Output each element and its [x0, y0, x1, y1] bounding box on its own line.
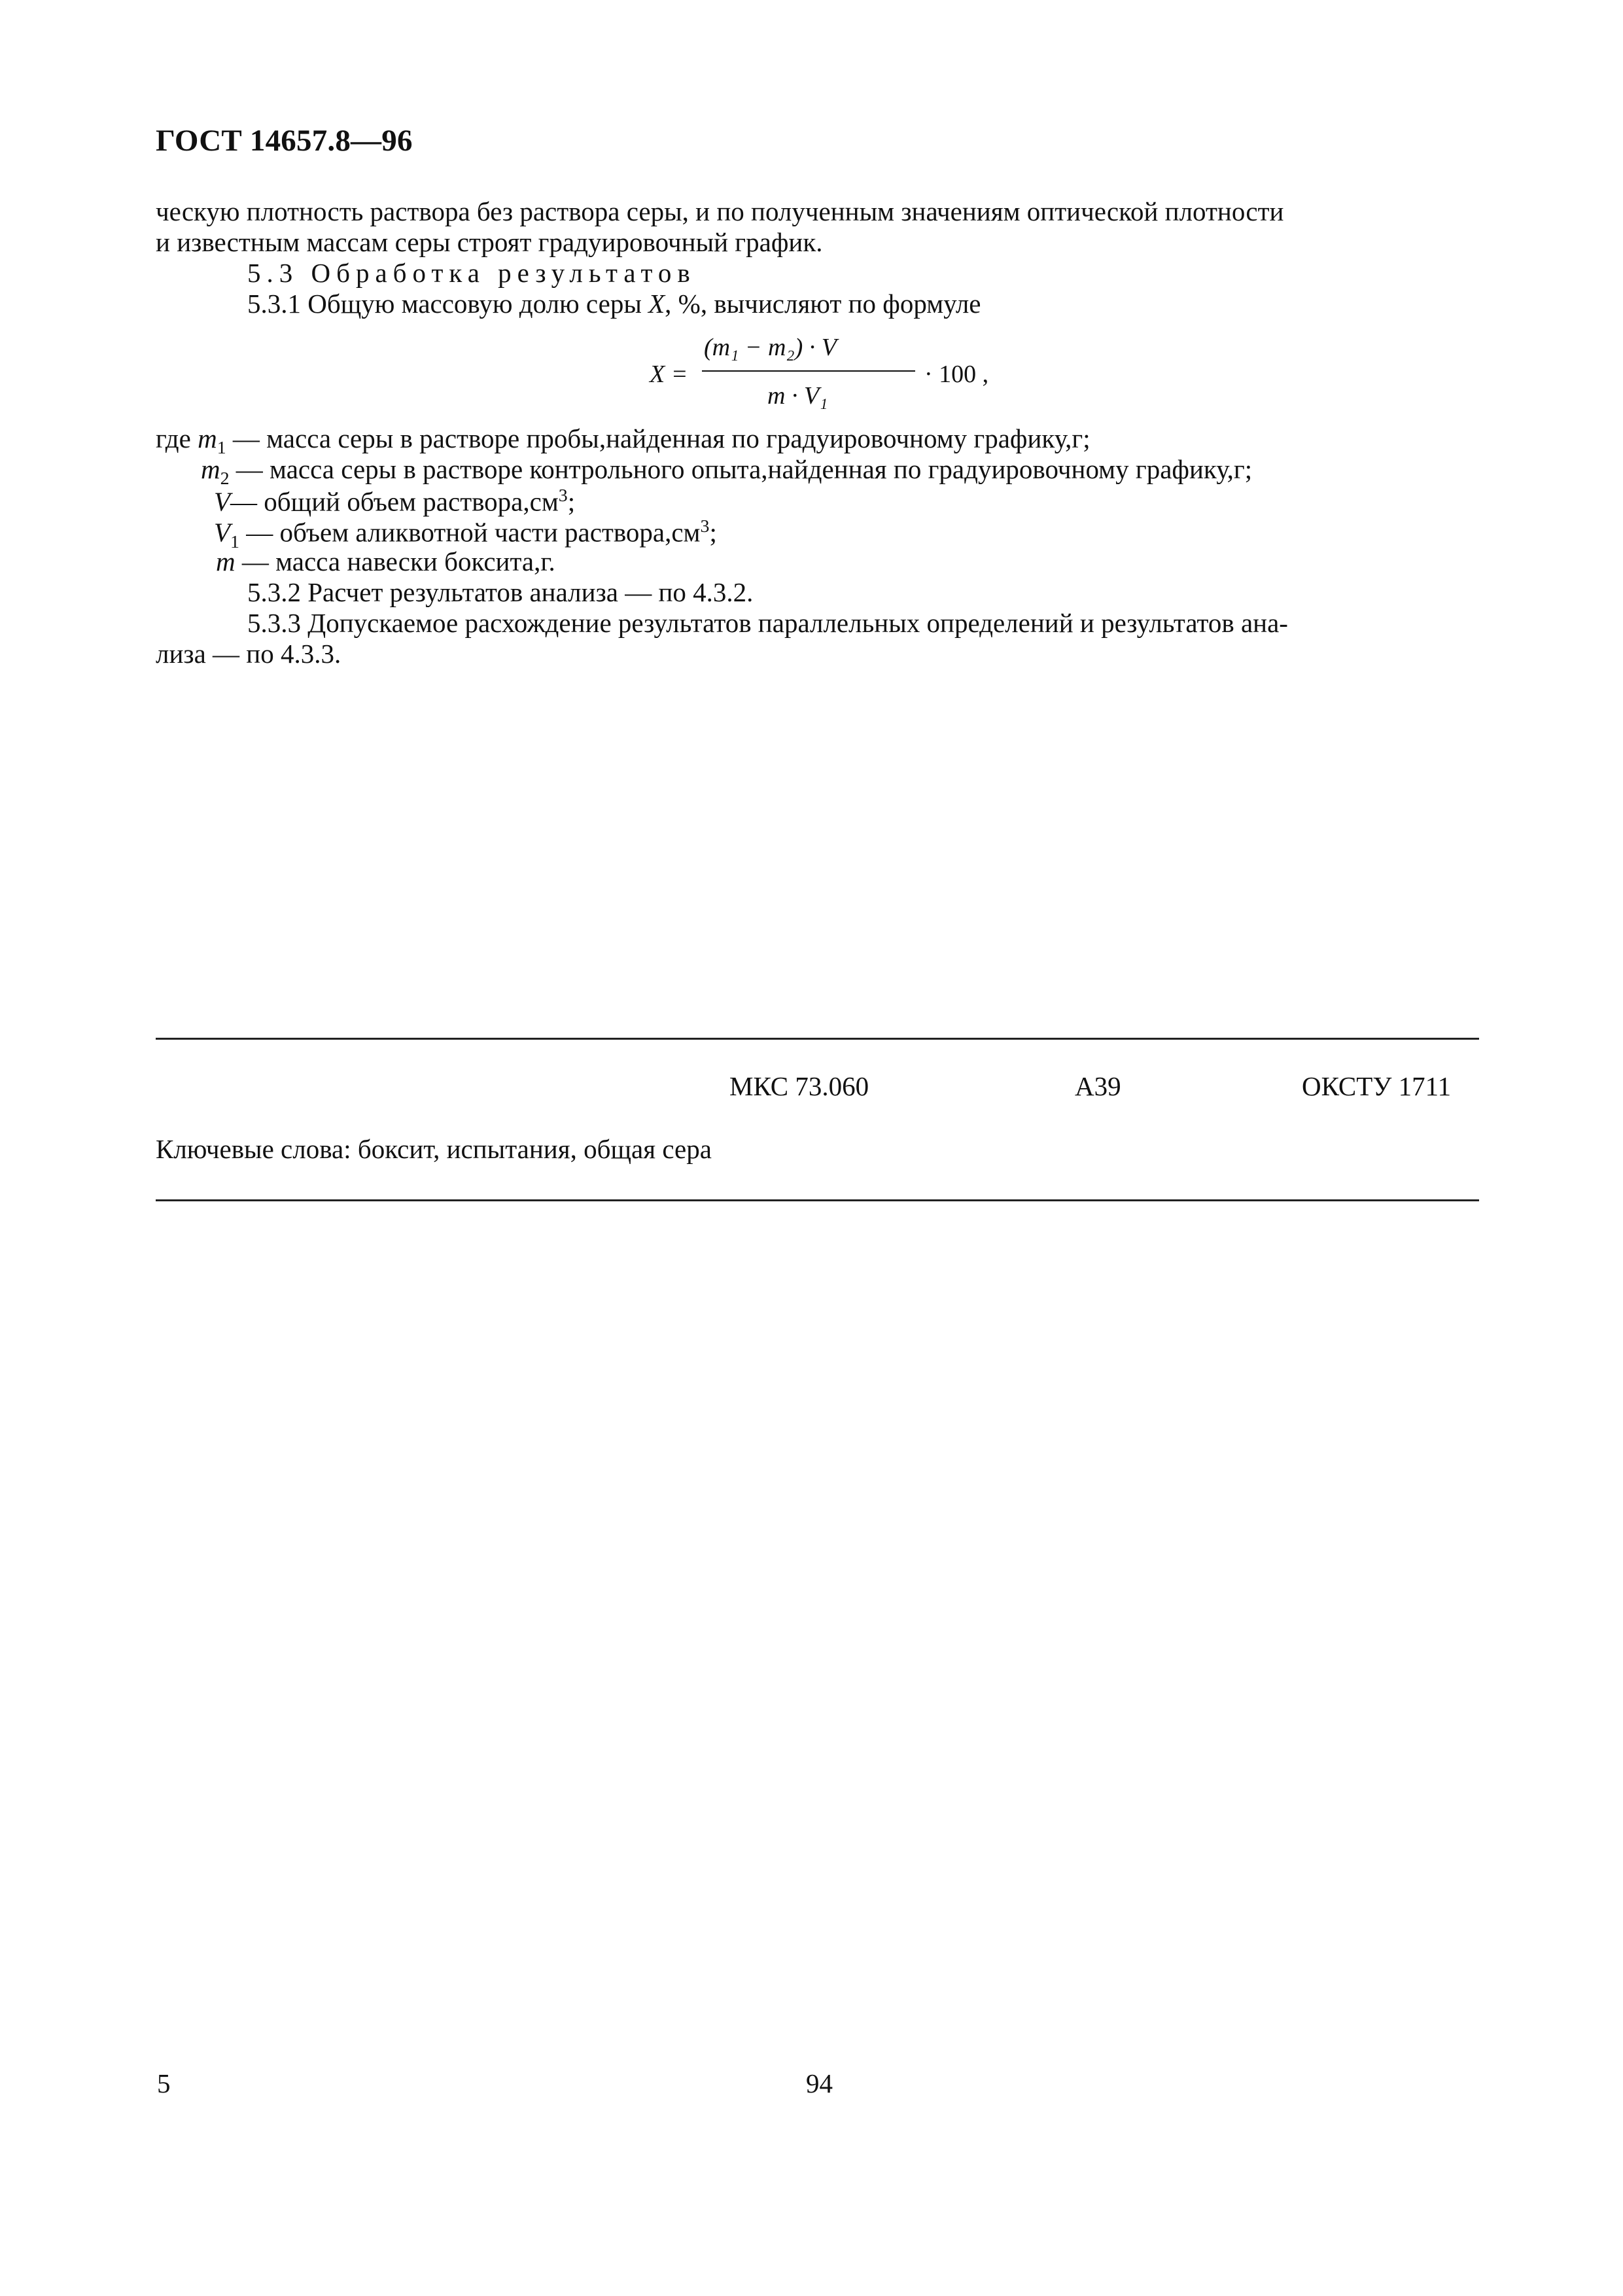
- definition-symbol: V: [214, 517, 231, 548]
- footer-top-rule: [156, 1038, 1479, 1040]
- definition-tail: ;: [567, 486, 576, 517]
- paragraph-5-3-1: [247, 291, 981, 317]
- definition-text: — масса серы в растворе контрольного опыта,найденная по градуировочному графику,г;: [229, 454, 1253, 484]
- page-number-center: 94: [806, 2068, 833, 2098]
- unit-superscript: 3: [558, 486, 568, 506]
- definition-m: [216, 548, 555, 575]
- keywords-line: Ключевые слова: боксит, испытания, общая сера: [156, 1134, 712, 1164]
- definition-symbol: m: [216, 546, 236, 576]
- section-heading-5-3: 5.3 Обработка результатов: [247, 258, 696, 288]
- definition-text: — масса навески боксита,г.: [235, 546, 555, 576]
- mks-code: МКС 73.060: [729, 1071, 869, 1101]
- paragraph-5-3-3-line1: 5.3.3 Допускаемое расхождение результатов параллельных определений и результатов ана-: [247, 608, 1288, 638]
- definition-m1: [156, 425, 1091, 457]
- definition-symbol: V: [214, 486, 231, 517]
- definition-lead: где: [156, 423, 198, 453]
- sulfur-fraction-formula: [650, 330, 1016, 422]
- classification-code: А39: [1075, 1071, 1121, 1101]
- definition-subscript: 1: [217, 438, 226, 459]
- formula-numerator: (m₁ − m₂) · V: [704, 334, 837, 361]
- definition-tail: ;: [709, 517, 717, 548]
- fraction-bar: [702, 370, 915, 372]
- unit-superscript: 3: [700, 516, 710, 537]
- definition-m2: [201, 456, 1252, 488]
- text-line: и известным массам серы строят градуировочный график.: [156, 227, 823, 257]
- okstu-code: ОКСТУ 1711: [1302, 1071, 1452, 1101]
- footer-bottom-rule: [156, 1199, 1479, 1201]
- definition-symbol: m: [198, 423, 217, 453]
- formula-multiplier: · 100 ,: [924, 361, 989, 388]
- paragraph-5-3-3-line2: лиза — по 4.3.3.: [156, 639, 341, 669]
- definition-v: [214, 487, 575, 516]
- definition-text: — общий объем раствора,см: [230, 486, 559, 517]
- paragraph-5-3-2: 5.3.2 Расчет результатов анализа — по 4.3.2.: [247, 577, 754, 607]
- standard-code-header: ГОСТ 14657.8—96: [156, 124, 413, 158]
- paragraph-5-3-1-suffix: , %, вычисляют по формуле: [665, 289, 981, 319]
- paragraph-5-3-1-prefix: 5.3.1 Общую массовую долю серы: [247, 289, 649, 319]
- variable-x: X: [648, 289, 665, 319]
- definition-subscript: 2: [220, 468, 230, 489]
- formula-lhs: X =: [650, 361, 688, 388]
- definition-text: — масса серы в растворе пробы,найденная по градуировочному графику,г;: [226, 423, 1091, 453]
- formula-denominator: m · V₁: [767, 382, 828, 410]
- text-line: ческую плотность раствора без раствора серы, и по полученным значениям оптической плотности: [156, 196, 1284, 226]
- definition-symbol: m: [201, 454, 220, 484]
- definition-text: — объем аликвотной части раствора,см: [239, 517, 701, 548]
- page-number-left: 5: [157, 2068, 171, 2098]
- definition-subscript: 1: [230, 531, 239, 552]
